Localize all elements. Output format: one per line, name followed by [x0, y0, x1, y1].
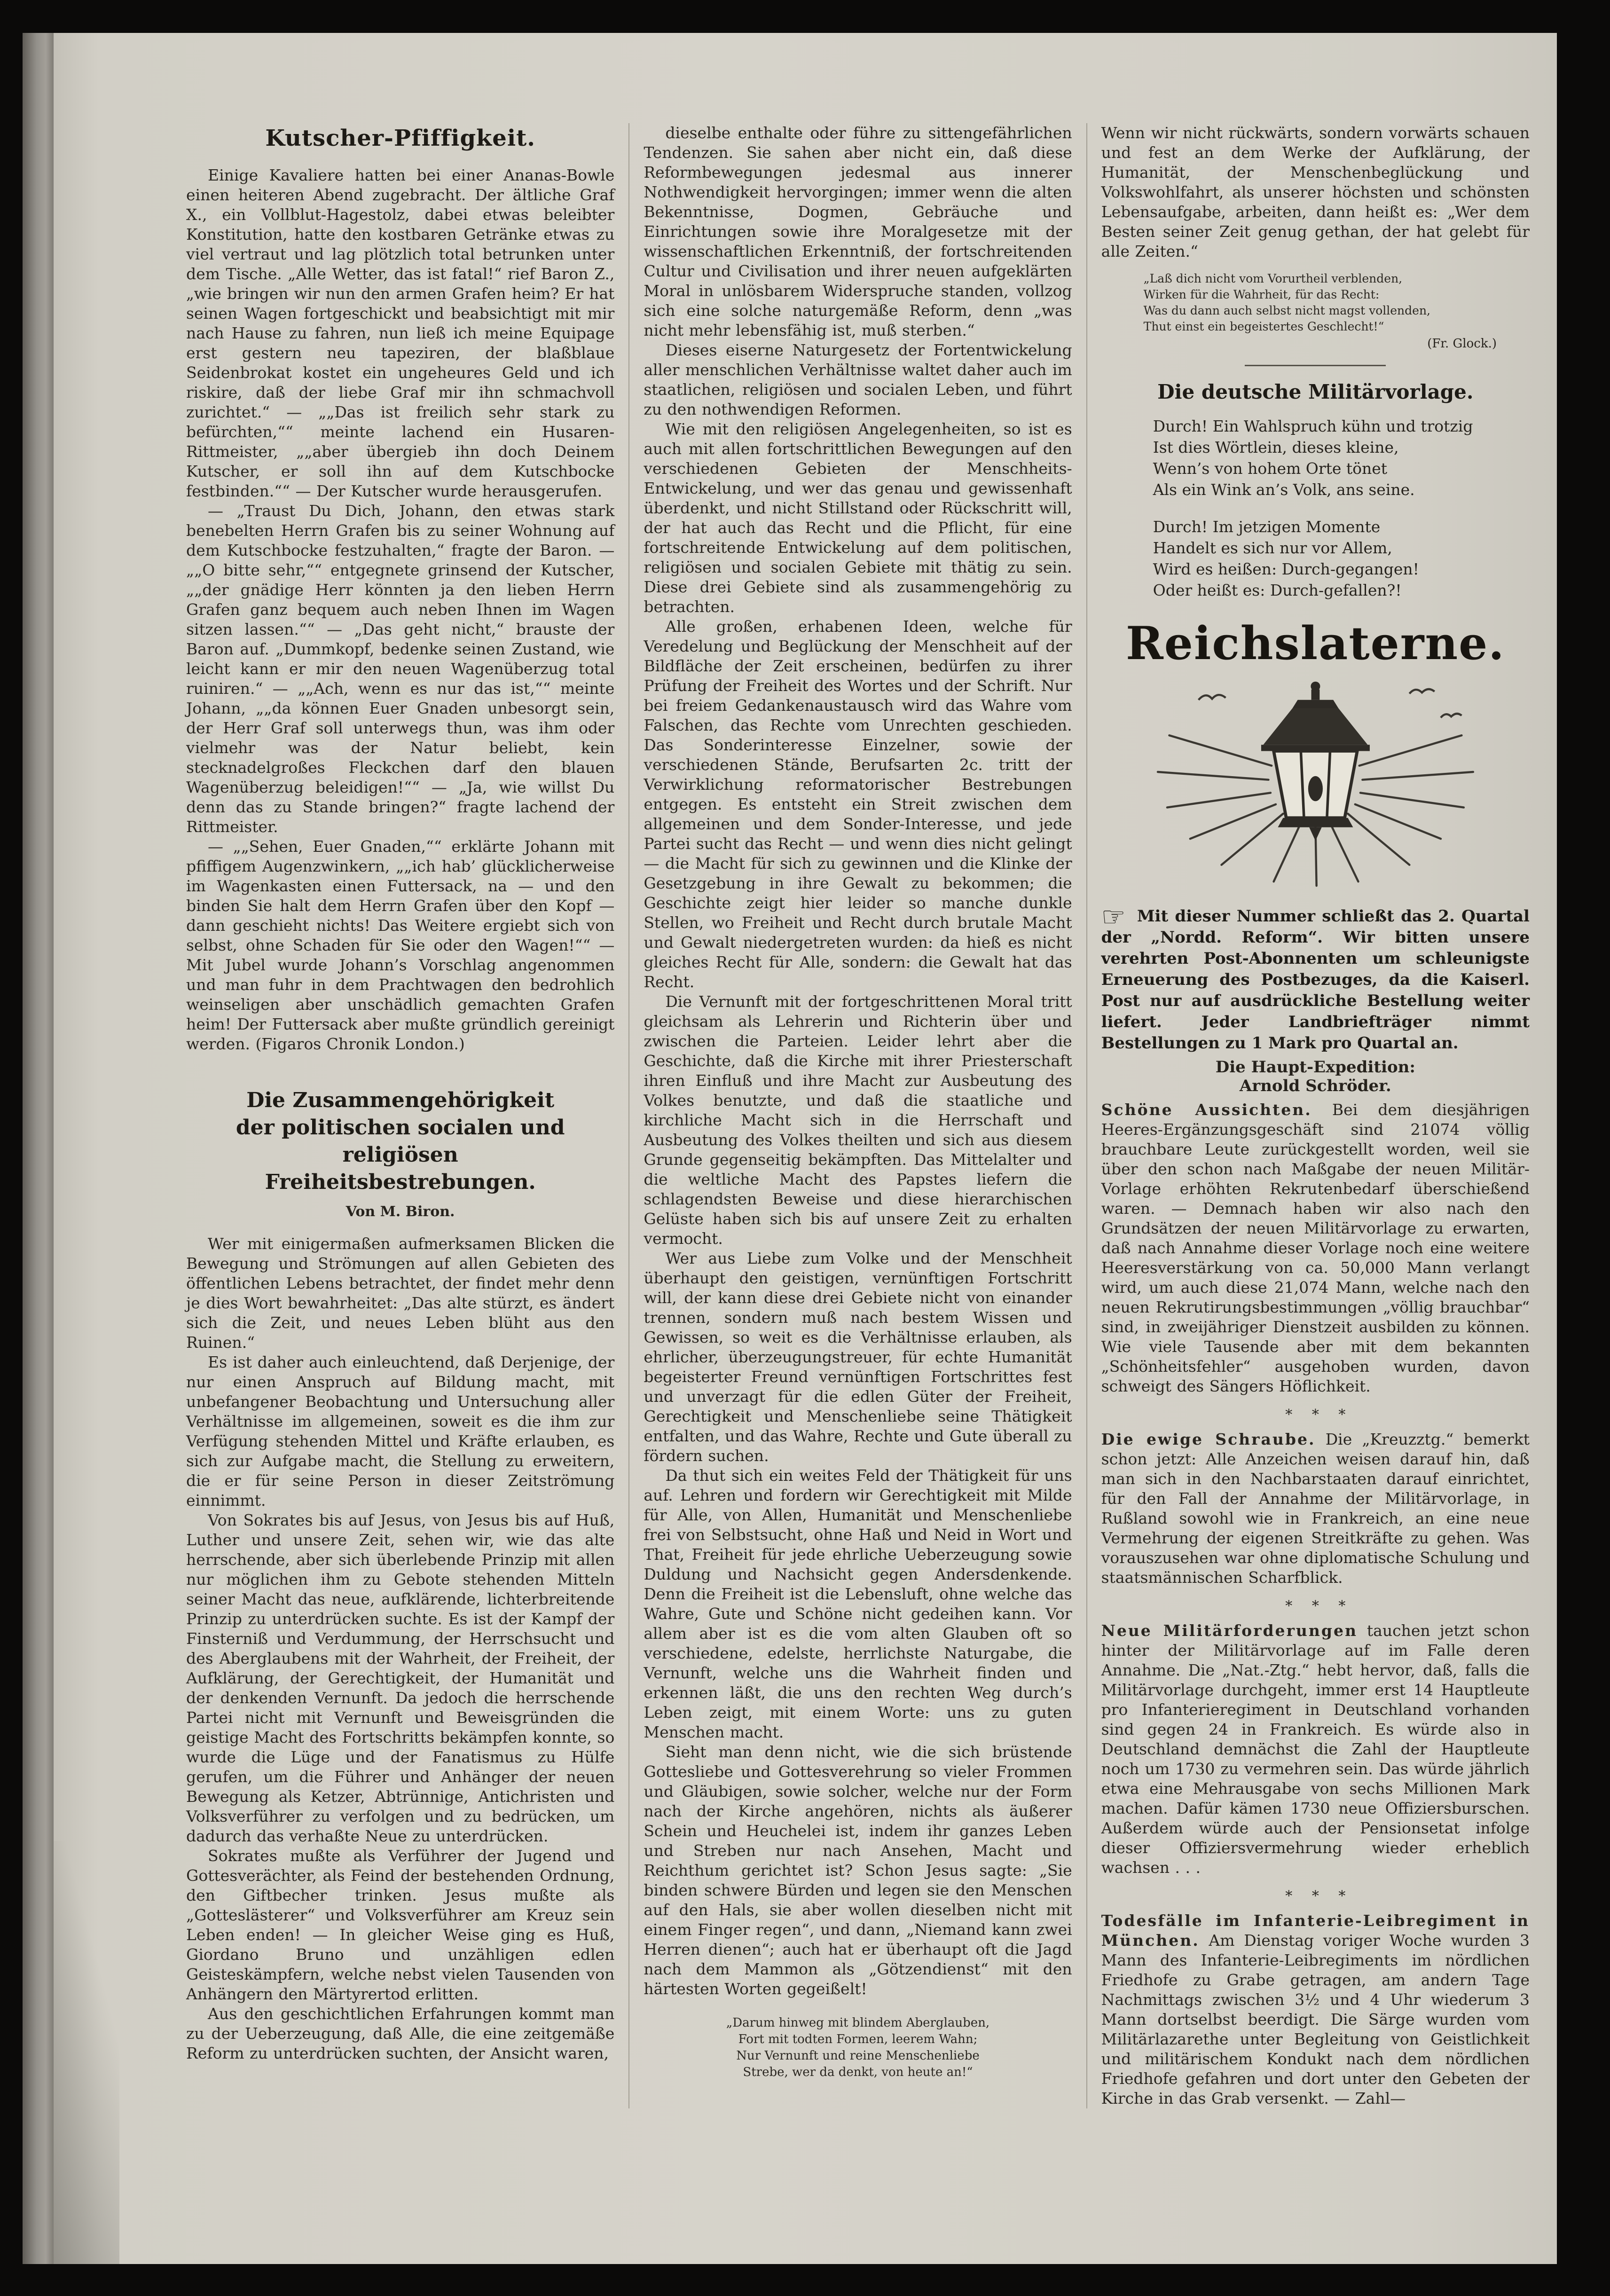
- article1-body: [186, 165, 614, 1054]
- quote-line: „Laß dich nicht vom Vorurtheil verblenden,: [1143, 272, 1403, 285]
- reichslaterne-title: Reichslaterne.: [1126, 617, 1505, 670]
- quote-line: Thut einst ein begeistertes Geschlecht!“: [1143, 320, 1384, 333]
- verse-line: Nur Vernunft und reine Menschenliebe: [736, 2049, 980, 2063]
- news-item-text: tauchen jetzt schon hinter der Militärvorlage auf im Falle deren Annahme. Die „Nat.-Ztg.“ hebt hervor, daß, falls die Militärvorlage durchgeht, immer erst 14 Hauptleute pro Infanterieregiment in Deutschland vorhanden sind gegen 24 in Frankreich. Es würde also in Deutschland demnächst die Zahl der Hauptleute noch um 1730 zu vermehren sein. Das würde jährlich etwa eine Mehrausgabe von sechs Millionen Mark machen. Dafür kämen 1730 neue Offiziersburschen. Außerdem würde auch der Pensionsetat infolge dieser Offiziersvermehrung wieder erheblich wachsen . . .: [1101, 1621, 1530, 1877]
- paragraph: Wer mit einigermaßen aufmerksamen Blicken die Bewegung und Strömungen auf allen Gebieten des öffentlichen Lebens betrachtet, der findet mehr denn je dies Wort bewahrheitet: „Das alte stürzt, es ändert sich die Zeit, und neues Leben blüht aus den Ruinen.“: [186, 1234, 615, 1352]
- column-right: [1086, 123, 1544, 2108]
- news-item-1: [1101, 1100, 1530, 1396]
- article2-title: [186, 1087, 614, 1196]
- stanza-line: Durch! Ein Wahlspruch kühn und trotzig: [1153, 417, 1473, 435]
- stanza-line: Handelt es sich nur vor Allem,: [1153, 539, 1392, 557]
- paragraph: — „Traust Du Dich, Johann, den etwas stark benebelten Herrn Grafen bis zu seiner Wohnung auf dem Kutschbocke festzuhalten,“ fragte der Baron. — „„O bitte sehr,““ entgegnete grinsend der Kutscher, „„der gnädige Herr könnten ja den lieben Herrn Grafen ganz bequem auch neben Ihnen im Wagen sitzen lassen.““ — „Das geht nicht,“ brauste der Baron auf. „Dummkopf, bedenke seinen Zustand, wie leicht kann er mir den neuen Wagenüberzug total ruiniren.“ — „„Ach, wenn es nur das ist,““ meinte Johann, „„da können Euer Gnaden unbesorgt sein, der Herr Graf soll unterwegs thun, was ihm oder vielmehr was der Natur beliebt, kein stecknadelgroßes Fleckchen darf den blauen Wagenüberzug beleidigen!““ — „Ja, wie willst Du denn das zu Stande bringen?“ fragte lachend der Rittmeister.: [186, 502, 615, 836]
- news-item-heading: Die ewige Schraube.: [1101, 1430, 1316, 1448]
- article2-title-line: der politischen socialen und religiösen: [236, 1116, 565, 1167]
- news-item-text: Die „Kreuzztg.“ bemerkt schon jetzt: Alle Anzeichen weisen darauf hin, daß man sich in den Nachbarstaaten darauf einrichtet, für den Fall der Annahme der Militärvorlage, in Rußland sowohl wie in Frankreich, an eine neue Vermehrung der eigenen Streitkräfte zu gehen. Was vorauszusehen war ohne diplomatische Schulung und staatsmännischen Scharfblick.: [1101, 1430, 1530, 1587]
- section-divider: [1245, 365, 1386, 366]
- quote-line: Wirken für die Wahrheit, für das Recht:: [1143, 288, 1380, 301]
- subscription-notice: [1101, 900, 1530, 1054]
- paragraph: Wie mit den religiösen Angelegenheiten, so ist es auch mit allen fortschrittlichen Bewegungen auf den verschiedenen Gebieten der Menschheits-Entwickelung, und wer das genau und gewissenhaft überdenkt, und nicht Stillstand oder Rückschritt will, der hat auch das Recht und die Pflicht, für eine fortschreitende Entwickelung auf dem politischen, religiösen und socialen Gebiete mit thätig zu sein. Diese drei Gebiete sind als zusammengehörig zu betrachten.: [644, 420, 1072, 616]
- news-item-text: Bei dem diesjährigen Heeres-Ergänzungsgeschäft sind 21074 völlig brauchbare Leute zurückgestellt worden, weil sie über den schon nach Maßgabe der neuen Militär-Vorlage erhöhten Rekrutenbedarf überschießend waren. — Demnach haben wir also nach den Grundsätzen der neuen Militärvorlage zu erwarten, daß nach Annahme dieser Vorlage noch eine weitere Heeresverstärkung von ca. 50,000 Mann verlangt wird, um auch diese 21,074 Mann, welche nach den neuen Rekrutirungsbestimmungen „völlig brauchbar“ sind, in zweijähriger Dienstzeit ausbilden zu können. Wie viele Tausende aber mit dem bekannten „Schönheitsfehler“ ausgehoben wurden, davon schweigt des Sängers Höflichkeit.: [1101, 1100, 1530, 1395]
- stanza-line: Als ein Wink an’s Volk, ans seine.: [1153, 480, 1415, 499]
- asterism-separator: * * *: [1285, 1887, 1353, 1904]
- paragraph: Aus den geschichtlichen Erfahrungen kommt man zu der Ueberzeugung, daß Alle, die eine zeitgemäße Reform zu unterdrücken suchten, der Ansicht waren,: [186, 2005, 615, 2062]
- signature-label: Die Haupt-Expedition:: [1215, 1057, 1415, 1077]
- news-item-heading: Neue Militärforderungen: [1101, 1621, 1358, 1640]
- pointing-hand-icon: ☞: [1101, 900, 1126, 933]
- subscription-notice-text: Mit dieser Nummer schließt das 2. Quartal der „Nordd. Reform“. Wir bitten unsere verehrten Post-Abonnenten um schleunigste Erneuerung des Postbezuges, da die Kaiserl. Post nur auf ausdrückliche Bestellung weiter liefert. Jeder Landbriefträger nimmt Bestellungen zu 1 Mark pro Quartal an.: [1101, 906, 1530, 1053]
- stanza-line: Oder heißt es: Durch-gefallen?!: [1153, 581, 1402, 599]
- verse-line: Fort mit todten Formen, leerem Wahn;: [738, 2032, 978, 2046]
- paragraph: Sieht man denn nicht, wie die sich brüstende Gottesliebe und Gottesverehrung so vieler Frommen und Gläubigen, sowie solcher, welche nur der Form nach der Kirche angehören, nichts als äußerer Schein und Heuchelei ist, indem ihr ganzes Leben und Streben nur nach Ansehen, Macht und Reichthum gerichtet ist? Schon Jesus sagte: „Sie binden schwere Bürden und legen sie den Menschen auf den Hals, sie aber wollen dieselben nicht mit einem Finger regen“, und dann, „Niemand kann zwei Herren dienen“; auch hat er überhaupt oft die Jagd nach dem Mammon als „Götzendienst“ mit den härtesten Worten gegeißelt!: [644, 1743, 1072, 1998]
- column-middle: [628, 123, 1086, 2108]
- continuation-paragraph: Wenn wir nicht rückwärts, sondern vorwärts schauen und fest an dem Werke der Aufklärung, der Humanität, der Menschenbeglückung und Volkswohlfahrt, als unserer höchsten und schönsten Lebensaufgabe, arbeiten, dann heißt es: „Wer dem Besten seiner Zeit genug gethan, der hat gelebt für alle Zeiten.“: [1101, 124, 1530, 260]
- lantern-illustration: [1148, 673, 1483, 897]
- closing-verse: [644, 2015, 1072, 2081]
- stanza-line: Wenn’s von hohem Orte tönet: [1153, 459, 1388, 478]
- page-edge-shadow: [23, 33, 54, 2264]
- newspaper-page: [54, 33, 1557, 2264]
- paragraph: — „„Sehen, Euer Gnaden,““ erklärte Johann mit pfiffigem Augenzwinkern, „„ich hab’ glücklicherweise im Wagenkasten einen Futtersack, na — und den binden Sie halt dem Herrn Grafen über den Kopf — dann geschieht nichts! Das Weitere ergiebt sich von selbst, ohne Schaden für Sie oder den Wagen!““ — Mit Jubel wurde Johann’s Vorschlag angenommen und man fuhr in dem Prachtwagen den bedrohlich weinseligen aber unschädlich gemachten Grafen heim! Der Futtersack aber mußte gründlich gereinigt werden. (Figaros Chronik London.): [186, 837, 615, 1053]
- paragraph: Die Vernunft mit der fortgeschrittenen Moral tritt gleichsam als Lehrerin und Richterin über und zwischen die Parteien. Leider lehrt aber die Geschichte, daß die Kirche mit ihrer Priesterschaft ihren Einfluß und ihre Macht zur Ausbeutung des Volkes benutzte, und daß die staatliche und kirchliche Macht sich in die Herrschaft und Ausbeutung des Volkes theilten und sich aus diesem Grunde gegenseitig bekämpften. Das Mittelalter und die weltliche Macht des Papstes liefern die schlagendsten Beweise und diese hierarchischen Gelüste haben sich bis auf unsere Zeit zu erhalten vermocht.: [644, 992, 1072, 1248]
- paragraph: Alle großen, erhabenen Ideen, welche für Veredelung und Beglückung der Menschheit auf der Bildfläche der Zeit erscheinen, bedürfen zu ihrer Prüfung der Freiheit des Wortes und der Schrift. Nur bei freiem Gedankenaustausch wird das Wahre vom Falschen, das Rechte vom Unrechten geschieden. Das Sonderinteresse Einzelner, sowie der verschiedenen Stände, Berufsarten 2c. tritt der Verwirklichung reformatorischer Bestrebungen entgegen. Es entsteht ein Streit zwischen dem allgemeinen und dem Sonder-Interesse, und jede Partei sucht das Recht — und wenn dies nicht gelingt — die Macht für sich zu gewinnen und die Klinke der Gesetzgebung in ihre Gewalt zu bekommen; die Geschichte zeigt hier leider so manche dunkle Stellen, wo Freiheit und Recht durch brutale Macht und Gewalt niedergetreten wurden: da hieß es nicht gleiches Recht für Alle, sondern: die Gewalt hat das Recht.: [644, 617, 1072, 991]
- news-item-4: [1101, 1911, 1530, 2108]
- militaervorlage-stanza-1: [1153, 416, 1530, 500]
- news-item-2: [1101, 1430, 1530, 1588]
- paragraph: Da thut sich ein weites Feld der Thätigkeit für uns auf. Lehren und fordern wir Gerechtigkeit mit Milde für Alle, von Allen, Humanität und Menschenliebe frei von Selbstsucht, ohne Haß und Neid in Wort und That, Freiheit für jede ehrliche Ueberzeugung sowie Duldung und Nachsicht gegen Andersdenkende. Denn die Freiheit ist die Lebensluft, ohne welche das Wahre, Gute und Schöne nicht gedeihen kann. Vor allem aber ist es die vom alten Glauben oft so verschiedene, edelste, herrlichste Naturgabe, die Vernunft, welche uns die Wahrheit finden und erkennen läßt, die uns den rechten Weg durch’s Leben zeigt, mit einem Worte: uns zu guten Menschen macht.: [644, 1466, 1072, 1741]
- news-item-3: [1101, 1621, 1530, 1878]
- stanza-line: Durch! Im jetzigen Momente: [1153, 518, 1381, 536]
- quote-attribution: (Fr. Glock.): [1427, 337, 1497, 351]
- article2-title-line: Die Zusammengehörigkeit: [246, 1088, 555, 1112]
- quote-line: Was du dann auch selbst nicht magst vollenden,: [1143, 304, 1431, 317]
- article2-body: [186, 1234, 614, 2063]
- militaervorlage-stanza-2: [1153, 516, 1530, 601]
- middle-body: [644, 123, 1072, 1999]
- paragraph: Es ist daher auch einleuchtend, daß Derjenige, der nur einen Anspruch auf Bildung macht, mit unbefangener Beobachtung und Untersuchung aller Verhältnisse im allgemeinen, soweit es die ihm zur Verfügung stehenden Mittel und Kräfte erlauben, es sich zur Aufgabe macht, die Stellung zu erweitern, die er für seine Person in dieser Zeitströmung einnimmt.: [186, 1353, 615, 1510]
- verse-line: „Darum hinweg mit blindem Aberglauben,: [726, 2016, 990, 2030]
- paragraph: Von Sokrates bis auf Jesus, von Jesus bis auf Huß, Luther und unsere Zeit, sehen wir, wie das alte herrschende, aber sich überlebende Prinzip mit allen nur möglichen ihm zu Gebote stehenden Mitteln seiner Macht das neue, aufklärende, lichterbreitende Prinzip zu unterdrücken suchte. Es ist der Kampf der Finsterniß und Verdummung, der Herrschsucht und des Aberglaubens mit der Wahrheit, der Freiheit, der Aufklärung, der Gerechtigkeit, der Humanität und der denkenden Vernunft. Da jedoch die herrschende Partei nicht mit Vernunft und Beweisgründen die geistige Macht des Fortschritts bekämpfen konnte, so wurde die Lüge und der Fanatismus zu Hülfe gerufen, um die Führer und Anhänger der neuen Bewegung als Ketzer, Abtrünnige, Antichristen und Volksverführer zu verfolgen und zu bedrücken, um dadurch das verhaßte Neue zu unterdrücken.: [186, 1511, 615, 1845]
- stanza-line: Ist dies Wörtlein, dieses kleine,: [1153, 438, 1399, 456]
- asterism-separator: * * *: [1285, 1406, 1353, 1423]
- paragraph: dieselbe enthalte oder führe zu sittengefährlichen Tendenzen. Sie sahen aber nicht ein, daß diese Reformbewegungen jedesmal aus innerer Nothwendigkeit hervorgingen; immer wenn die alten Bekenntnisse, Dogmen, Gebräuche und Einrichtungen sowie ihre Moralgesetze mit der wissenschaftlichen Erkenntniß, der fortschreitenden Cultur und Civilisation und ihrer neuen aufgeklärten Moral in unlösbarem Widerspruche standen, vollzog sich eine solche naturgemäße Reform, denn „was nicht mehr lebensfähig ist, muß sterben.“: [644, 124, 1072, 339]
- signature-name: Arnold Schröder.: [1239, 1076, 1391, 1095]
- quote-block: [1144, 271, 1530, 335]
- paragraph: Wer aus Liebe zum Volke und der Menschheit überhaupt den geistigen, vernünftigen Fortschritt will, der kann diese drei Gebiete nicht von einander trennen, sondern muß nach bestem Wissen und Gewissen, so weit es die Verhältnisse erlauben, als ehrlicher, überzeugungstreuer, für echte Humanität begeisterter Freund vernünftigen Fortschrittes fest und unverzagt für die edlen Güter der Freiheit, Gerechtigkeit und Menschenliebe seine Thätigkeit entfalten, und das Wahre, Rechte und Gute überall zu fördern suchen.: [644, 1249, 1072, 1465]
- article2-title-line: Freiheitsbestrebungen.: [265, 1170, 536, 1194]
- lantern-body: [1261, 682, 1370, 841]
- verse-line: Strebe, wer da denkt, von heute an!“: [743, 2065, 973, 2079]
- article2-byline: Von M. Biron.: [346, 1203, 455, 1220]
- paragraph: Dieses eiserne Naturgesetz der Fortentwickelung aller menschlichen Verhältnisse waltet daher auch im staatlichen, religiösen und socialen Leben, und führt zu den nothwendigen Reformen.: [644, 341, 1072, 418]
- article1-title: Kutscher-Pfiffigkeit.: [265, 125, 535, 151]
- news-item-heading: Schöne Aussichten.: [1101, 1100, 1312, 1119]
- column-left: [172, 123, 628, 2108]
- paragraph: Einige Kavaliere hatten bei einer Ananas-Bowle einen heiteren Abend zugebracht. Der ältliche Graf X., ein Vollblut-Hagestolz, dabei etwas beleibter Konstitution, hatte den kostbaren Getränke etwas zu viel vertraut und lag plötzlich total betrunken unter dem Tische. „Alle Wetter, das ist fatal!“ rief Baron Z., „wie bringen wir nun den armen Grafen heim? Er hat seinen Wagen fortgeschickt und beabsichtigt mit mir nach Hause zu fahren, nun ließ ich meine Equipage erst gestern neu tapeziren, der blaßblaue Seidenbrokat kostet ein ungeheures Geld und ich riskire, daß der liebe Graf mir ihn schmachvoll zurichtet.“ — „„Das ist freilich sehr stark zu befürchten,““ meinte lachend ein Husaren-Rittmeister, „„aber übergieb ihn doch Deinem Kutscher, er soll ihn auf dem Kutschbocke festbinden.““ — Der Kutscher wurde herausgerufen.: [186, 166, 615, 500]
- news-item-text: Am Dienstag voriger Woche wurden 3 Mann des Infanterie-Leibregiments im nördlichen Friedhofe zu Grabe getragen, am andern Tage Nachmittags zwischen 3½ und 4 Uhr wiederum 3 Mann dortselbst beerdigt. Die Särge wurden vom Militärlazarethe unter Begleitung von Geistlichkeit und militärischem Kondukt nach dem nördlichen Friedhofe gefahren und dort unter den Gebeten der Kirche in das Grab versenkt. — Zahl—: [1101, 1931, 1530, 2107]
- paragraph: Sokrates mußte als Verführer der Jugend und Gottesverächter, als Feind der bestehenden Ordnung, den Giftbecher trinken. Jesus mußte als „Gotteslästerer“ und Volksverführer am Kreuz sein Leben enden! — In gleicher Weise ging es Huß, Giordano Bruno und unzähligen edlen Geisteskämpfern, welche nebst vielen Tausenden von Anhängern den Märtyrertod erlitten.: [186, 1847, 615, 2003]
- militaervorlage-title: Die deutsche Militärvorlage.: [1157, 380, 1474, 403]
- page-content: [172, 123, 1544, 2108]
- news-item-heading: Todesfälle im Infanterie-Leibregiment in München.: [1101, 1911, 1530, 1950]
- asterism-separator: * * *: [1285, 1597, 1353, 1614]
- stanza-line: Wird es heißen: Durch-gegangen!: [1153, 560, 1419, 578]
